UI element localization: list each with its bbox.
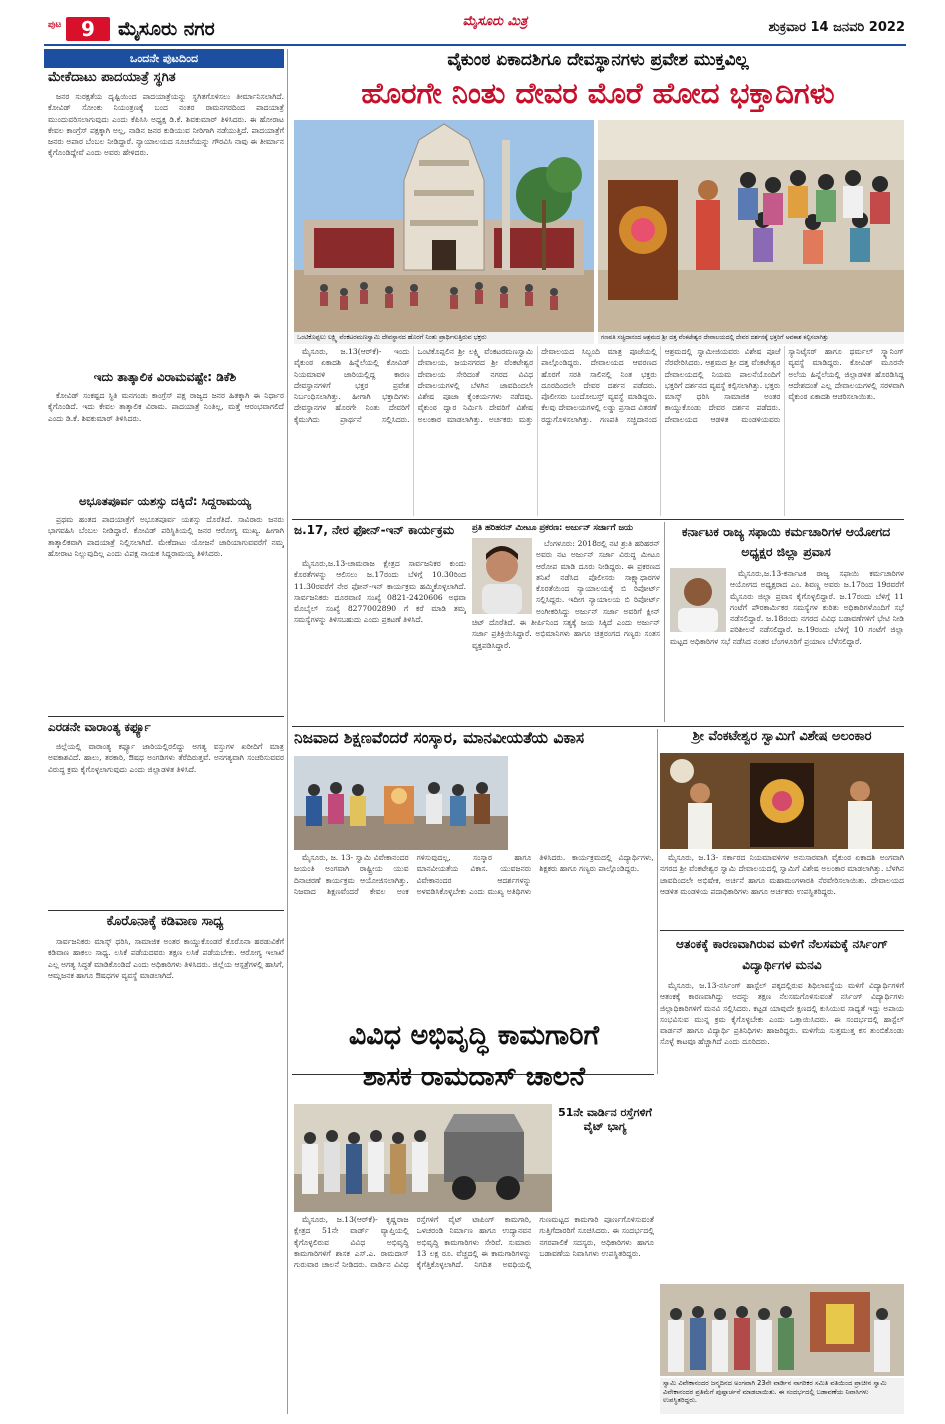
- masthead-rule: [44, 44, 906, 46]
- temple-photo: [294, 120, 594, 332]
- article-siddaramaiah-body: ಪ್ರಥಮ ಹಂತದ ಪಾದಯಾತ್ರೆಗೆ ಅಭೂತಪೂರ್ವ ಯಶಸ್ಸು ದೊರೆತಿದೆ. ಸಾವಿರಾರು ಜನರು ಭಾಗವಹಿಸಿ ಬೆಂಬಲ ನೀಡಿದ್ದಾರೆ. ಕೋವಿಡ್ ಪರಿಸ್ಥಿತಿಯಲ್ಲಿ ಜನರ ಆರೋಗ್ಯ ಮುಖ್ಯ. ಹೀಗಾಗಿ ತಾತ್ಕಾಲಿಕವಾಗಿ ಪಾದಯಾತ್ರೆ ನಿಲ್ಲಿಸಲಾಗಿದೆ. ಮೇಕೆದಾಟು ಯೋಜನೆ ಜಾರಿಯಾಗುವವರೆಗೆ ನಮ್ಮ ಹೋರಾಟ ನಿಲ್ಲುವುದಿಲ್ಲ ಎಂದು ವಿಪಕ್ಷ ನಾಯಕ ಸಿದ್ದರಾಮಯ್ಯ ತಿಳಿಸಿದರು.: [48, 515, 284, 558]
- masthead: [0, 0, 945, 46]
- column-rule: [287, 49, 288, 1414]
- education-photo: [294, 756, 508, 850]
- page-number: 9: [66, 17, 110, 41]
- education-headline: ನಿಜವಾದ ಶಿಕ್ಷಣವೆಂದರೆ ಸಂಸ್ಕಾರ, ಮಾನವೀಯತೆಯ ವಿಕಾಸ: [294, 729, 585, 747]
- education-body: ಮೈಸೂರು, ಜ. 13- ಸ್ವಾಮಿ ವಿವೇಕಾನಂದರ ಜಯಂತಿ ಅಂಗವಾಗಿ ರಾಷ್ಟ್ರೀಯ ಯುವ ದಿನಾಚರಣೆ ಕಾರ್ಯಕ್ರಮ ಆಯೋಜಿಸಲಾಗಿತ್ತು. ನಿಜವಾದ ಶಿಕ್ಷಣವೆಂದರೆ ಕೇವಲ ಅಂಕ ಗಳಿಸುವುದಲ್ಲ, ಸಂಸ್ಕಾರ ಹಾಗೂ ಮಾನವೀಯತೆಯ ವಿಕಾಸ. ಯುವಜನರು ವಿವೇಕಾನಂದರ ಆದರ್ಶಗಳನ್ನು ಅಳವಡಿಸಿಕೊಳ್ಳಬೇಕು ಎಂದು ಮುಖ್ಯ ಅತಿಥಿಗಳು ತಿಳಿಸಿದರು. ಕಾರ್ಯಕ್ರಮದಲ್ಲಿ ವಿದ್ಯಾರ್ಥಿಗಳು, ಶಿಕ್ಷಕರು ಹಾಗೂ ಗಣ್ಯರು ಪಾಲ್ಗೊಂಡಿದ್ದರು.: [294, 853, 654, 896]
- phonein-body: ಮೈಸೂರು,ಜ.13-ಚಾಮರಾಜ ಕ್ಷೇತ್ರದ ಸಾರ್ವಜನಿಕರ ಕುಂದು ಕೊರತೆಗಳನ್ನು ಆಲಿಸಲು ಜ.17ರಂದು ಬೆಳಿಗ್ಗೆ 10.30ರಿಂದ 11.30ರವರೆಗೆ ನೇರ ಫೋನ್-ಇನ್ ಕಾರ್ಯಕ್ರಮ ಹಮ್ಮಿಕೊಳ್ಳಲಾಗಿದೆ. ಸಾರ್ವಜನಿಕರು ದೂರವಾಣಿ ಸಂಖ್ಯೆ 0821-2420606 ಅಥವಾ ಮೊಬೈಲ್ ಸಂಖ್ಯೆ 8277002890 ಗೆ ಕರೆ ಮಾಡಿ ತಮ್ಮ ಸಮಸ್ಯೆಗಳನ್ನು ತಿಳಿಸಬಹುದು ಎಂದು ಪ್ರಕಟಣೆ ತಿಳಿಸಿದೆ.: [294, 559, 466, 625]
- nursing-photo: [660, 1284, 904, 1376]
- lead-body: ಮೈಸೂರು, ಜ.13(ಆರ್‌ಕೆ)- ಇಂದು ವೈಕುಂಠ ಏಕಾದಶಿ ಹಿನ್ನೆಲೆಯಲ್ಲಿ ಕೋವಿಡ್ ನಿಯಮಾವಳಿ ಜಾರಿಯಲ್ಲಿದ್ದ ಕಾರಣ ದೇವಸ್ಥಾನಗಳಿಗೆ ಭಕ್ತರ ಪ್ರವೇಶ ನಿರ್ಬಂಧಿಸಲಾಗಿತ್ತು. ಹೀಗಾಗಿ ಭಕ್ತಾದಿಗಳು ದೇವಸ್ಥಾನಗಳ ಹೊರಗೇ ನಿಂತು ದೇವರಿಗೆ ಕೈಮುಗಿದು ಪ್ರಾರ್ಥನೆ ಸಲ್ಲಿಸಿದರು. ಒಂಟಿಕೊಪ್ಪಲಿನ ಶ್ರೀ ಲಕ್ಷ್ಮಿ ವೆಂಕಟರಮಣಸ್ವಾಮಿ ದೇವಾಲಯ, ಜಯನಗರದ ಶ್ರೀ ವೆಂಕಟೇಶ್ವರ ದೇವಾಲಯ ಸೇರಿದಂತೆ ನಗರದ ವಿವಿಧ ದೇವಾಲಯಗಳಲ್ಲಿ ಬೆಳಗಿನ ಜಾವದಿಂದಲೇ ವಿಶೇಷ ಪೂಜಾ ಕೈಂಕರ್ಯಗಳು ನಡೆದವು. ವೈಕುಂಠ ದ್ವಾರ ನಿರ್ಮಿಸಿ ದೇವರಿಗೆ ವಿಶೇಷ ಅಲಂಕಾರ ಮಾಡಲಾಗಿತ್ತು. ಅರ್ಚಕರು ಮತ್ತು ದೇವಾಲಯದ ಸಿಬ್ಬಂದಿ ಮಾತ್ರ ಪೂಜೆಯಲ್ಲಿ ಪಾಲ್ಗೊಂಡಿದ್ದರು. ದೇವಾಲಯದ ಆವರಣದ ಹೊರಗೆ ಸರತಿ ಸಾಲಿನಲ್ಲಿ ನಿಂತ ಭಕ್ತರು ದೂರದಿಂದಲೇ ದೇವರ ದರ್ಶನ ಪಡೆದರು. ಪೊಲೀಸರು ಬಂದೋಬಸ್ತ್ ವ್ಯವಸ್ಥೆ ಮಾಡಿದ್ದರು. ಕೆಲವು ದೇವಾಲಯಗಳಲ್ಲಿ ಲಡ್ಡು ಪ್ರಸಾದ ವಿತರಣೆ ರದ್ದುಗೊಳಿಸಲಾಗಿತ್ತು. ಗಣಪತಿ ಸಚ್ಚಿದಾನಂದ ಆಶ್ರಮದಲ್ಲಿ ಸ್ವಾಮೀಜಿಯವರು ವಿಶೇಷ ಪೂಜೆ ನೆರವೇರಿಸಿದರು. ಆಶ್ರಮದ ಶ್ರೀ ದತ್ತ ವೆಂಕಟೇಶ್ವರ ದೇವಾಲಯದಲ್ಲಿ ನಿಯಮ ಪಾಲನೆಯೊಂದಿಗೆ ಭಕ್ತರಿಗೆ ದರ್ಶನದ ವ್ಯವಸ್ಥೆ ಕಲ್ಪಿಸಲಾಗಿತ್ತು. ಭಕ್ತರು ಮಾಸ್ಕ್ ಧರಿಸಿ ಸಾಮಾಜಿಕ ಅಂತರ ಕಾಯ್ದುಕೊಂಡು ದೇವರ ದರ್ಶನ ಪಡೆದರು. ದೇವಾಲಯದ ಆಡಳಿತ ಮಂಡಳಿಯವರು ಸ್ಯಾನಿಟೈಸರ್ ಹಾಗೂ ಥರ್ಮಲ್ ಸ್ಕ್ಯಾನಿಂಗ್ ವ್ಯವಸ್ಥೆ ಮಾಡಿದ್ದರು. ಕೋವಿಡ್ ಮೂರನೇ ಅಲೆಯ ಹಿನ್ನೆಲೆಯಲ್ಲಿ ಜಿಲ್ಲಾಡಳಿತ ಹೊರಡಿಸಿದ್ದ ಆದೇಶದಂತೆ ಎಲ್ಲ ದೇವಾಲಯಗಳಲ್ಲಿ ಸರಳವಾಗಿ ವೈಕುಂಠ ಏಕಾದಶಿ ಆಚರಿಸಲಾಯಿತು.: [294, 347, 904, 424]
- article-corona-headline: ಕೊರೊನಾಕ್ಕೆ ಕಡಿವಾಣ ಸಾಧ್ಯ: [106, 914, 224, 929]
- phonein-headline: ಜ.17, ನೇರ ಫೋನ್-ಇನ್ ಕಾರ್ಯಕ್ರಮ: [294, 523, 455, 537]
- article-siddaramaiah-headline: ಅಭೂತಪೂರ್ವ ಯಶಸ್ಸು ದಕ್ಕಿದೆ: ಸಿದ್ದರಾಮಯ್ಯ: [78, 494, 252, 508]
- commission-headline: ಕರ್ನಾಟಕ ರಾಜ್ಯ ಸಫಾಯಿ ಕರ್ಮಚಾರಿಗಳ ಆಯೋಗದ ಅಧ್ಯಕ್ಷರ ಜಿಲ್ಲಾ ಪ್ರವಾಸ: [681, 524, 891, 559]
- article-curfew-body: ಜಿಲ್ಲೆಯಲ್ಲಿ ವಾರಾಂತ್ಯ ಕರ್ಫ್ಯೂ ಜಾರಿಯಲ್ಲಿರಲಿದ್ದು ಅಗತ್ಯ ವಸ್ತುಗಳ ಖರೀದಿಗೆ ಮಾತ್ರ ಅವಕಾಶವಿದೆ. ಹಾಲು, ತರಕಾರಿ, ಔಷಧ ಅಂಗಡಿಗಳು ತೆರೆದಿರುತ್ತವೆ. ಅನಗತ್ಯವಾಗಿ ಸಂಚರಿಸುವವರ ವಿರುದ್ಧ ಕ್ರಮ ಕೈಗೊಳ್ಳಲಾಗುವುದು ಎಂದು ಜಿಲ್ಲಾಡಳಿತ ತಿಳಿಸಿದೆ.: [48, 742, 284, 774]
- divider: [660, 930, 904, 931]
- works-subheadline: 51ನೇ ವಾರ್ಡಿನ ರಸ್ತೆಗಳಿಗೆ ವೈಟ್ ಭಾಗ್ಯ: [558, 1106, 652, 1133]
- article-dkshi-headline: ಇದು ತಾತ್ಕಾಲಿಕ ವಿರಾಮವಷ್ಟೇ: ಡಿಕೆಶಿ: [93, 370, 237, 384]
- page-label: ಪುಟ: [48, 20, 62, 30]
- venkatesh-photo: [660, 753, 904, 849]
- lead-kicker: ವೈಕುಂಠ ಏಕಾದಶಿಗೂ ದೇವಸ್ಥಾನಗಳು ಪ್ರವೇಶ ಮುಕ್ತವಿಲ್ಲ: [447, 50, 749, 70]
- column-rule: [657, 729, 658, 1074]
- nursing-body: ಮೈಸೂರು, ಜ.13-ನರ್ಸಿಂಗ್ ಹಾಸ್ಟೆಲ್ ಪಕ್ಕದಲ್ಲಿರುವ ಶಿಥಿಲಾವಸ್ಥೆಯ ಮಳಿಗೆ ವಿದ್ಯಾರ್ಥಿಗಳಿಗೆ ಆತಂಕಕ್ಕೆ ಕಾರಣವಾಗಿದ್ದು ಅದನ್ನು ತಕ್ಷಣ ನೆಲಸಮಗೊಳಿಸುವಂತೆ ನರ್ಸಿಂಗ್ ವಿದ್ಯಾರ್ಥಿಗಳು ಜಿಲ್ಲಾಧಿಕಾರಿಗಳಿಗೆ ಮನವಿ ಸಲ್ಲಿಸಿದರು. ಕಟ್ಟಡ ಯಾವುದೇ ಕ್ಷಣದಲ್ಲಿ ಕುಸಿಯುವ ಸಾಧ್ಯತೆ ಇದ್ದು ಅಪಾಯ ಸಂಭವಿಸುವ ಮುನ್ನ ಕ್ರಮ ಕೈಗೊಳ್ಳಬೇಕು ಎಂದು ಒತ್ತಾಯಿಸಿದರು. ಈ ಸಂದರ್ಭದಲ್ಲಿ ಹಾಸ್ಟೆಲ್ ವಾರ್ಡನ್ ಹಾಗೂ ವಿದ್ಯಾರ್ಥಿ ಪ್ರತಿನಿಧಿಗಳು ಹಾಜರಿದ್ದರು. ಮಳಿಗೆಯ ಸುತ್ತಮುತ್ತ ಕಸ ತುಂಬಿಕೊಂಡು ಸೊಳ್ಳೆ ಕಾಟವೂ ಹೆಚ್ಚಾಗಿದೆ ಎಂದು ದೂರಿದರು.: [660, 981, 904, 1047]
- section-title: ಮೈಸೂರು ನಗರ: [118, 18, 215, 40]
- temple-photo-caption: ಒಂಟಿಕೊಪ್ಪಲು ಲಕ್ಷ್ಮಿ ವೆಂಕಟರಮಣಸ್ವಾಮಿ ದೇವಸ್ಥಾನದ ಹೊರಗೆ ನಿಂತು ಪ್ರಾರ್ಥಿಸುತ್ತಿರುವ ಭಕ್ತರು: [294, 332, 594, 344]
- article-makedatu-headline: ಮೇಕೆದಾಟು ಪಾದಯಾತ್ರೆ ಸ್ಥಗಿತ: [48, 70, 176, 85]
- divider: [48, 910, 284, 911]
- lead-headline: ಹೊರಗೇ ನಿಂತು ದೇವರ ಮೊರೆ ಹೋದ ಭಕ್ತಾದಿಗಳು: [361, 76, 835, 110]
- issue-date: ಶುಕ್ರವಾರ 14 ಜನವರಿ 2022: [768, 20, 905, 35]
- commission-body: ಮೈಸೂರು,ಜ.13-ಕರ್ನಾಟಕ ರಾಜ್ಯ ಸಫಾಯಿ ಕರ್ಮಚಾರಿಗಳ ಆಯೋಗದ ಅಧ್ಯಕ್ಷರಾದ ಎಂ. ಶಿವಣ್ಣ ಅವರು ಜ.17ರಿಂದ 19ರವರೆಗೆ ಮೈಸೂರು ಜಿಲ್ಲಾ ಪ್ರವಾಸ ಕೈಗೊಳ್ಳಲಿದ್ದಾರೆ. ಜ.17ರಂದು ಬೆಳಿಗ್ಗೆ 11 ಗಂಟೆಗೆ ಪೌರಕಾರ್ಮಿಕರ ಸಮಸ್ಯೆಗಳ ಕುರಿತು ಅಧಿಕಾರಿಗಳೊಂದಿಗೆ ಸಭೆ ನಡೆಸಲಿದ್ದಾರೆ. ಜ.18ರಂದು ನಗರದ ವಿವಿಧ ಬಡಾವಣೆಗಳಿಗೆ ಭೇಟಿ ನೀಡಿ ಪರಿಶೀಲನೆ ನಡೆಸಲಿದ್ದಾರೆ. ಜ.19ರಂದು ಬೆಳಿಗ್ಗೆ 10 ಗಂಟೆಗೆ ಜಿಲ್ಲಾ ಮಟ್ಟದ ಅಧಿಕಾರಿಗಳ ಸಭೆ ನಡೆಸಿದ ನಂತರ ಬೆಂಗಳೂರಿಗೆ ಪ್ರಯಾಣ ಬೆಳೆಸಲಿದ್ದಾರೆ.: [670, 569, 904, 646]
- venkatesh-body: ಮೈಸೂರು, ಜ.13- ಸರ್ಕಾರದ ನಿಯಮಾವಳಿಗಳ ಅನುಸಾರವಾಗಿ ವೈಕುಂಠ ಏಕಾದಶಿ ಅಂಗವಾಗಿ ನಗರದ ಶ್ರೀ ವೆಂಕಟೇಶ್ವರ ಸ್ವಾಮಿ ದೇವಾಲಯದಲ್ಲಿ ಸ್ವಾಮಿಗೆ ವಿಶೇಷ ಅಲಂಕಾರ ಮಾಡಲಾಗಿತ್ತು. ಬೆಳಗಿನ ಜಾವದಿಂದಲೇ ಅಭಿಷೇಕ, ಅರ್ಚನೆ ಹಾಗೂ ಮಹಾಮಂಗಳಾರತಿ ನೆರವೇರಿಸಲಾಯಿತು. ದೇವಾಲಯದ ಆಡಳಿತ ಮಂಡಳಿಯ ಪದಾಧಿಕಾರಿಗಳು ಹಾಗೂ ಅರ್ಚಕರು ಉಪಸ್ಥಿತರಿದ್ದರು.: [660, 853, 904, 896]
- works-photo: [294, 1104, 552, 1212]
- arjun-body: ಬೆಂಗಳೂರು: 2018ರಲ್ಲಿ ನಟಿ ಶ್ರುತಿ ಹರಿಹರನ್ ಅವರು ನಟ ಅರ್ಜುನ್ ಸರ್ಜಾ ವಿರುದ್ಧ ಮೀಟೂ ಆರೋಪ ಮಾಡಿ ದೂರು ನೀಡಿದ್ದರು. ಈ ಪ್ರಕರಣದ ತನಿಖೆ ನಡೆಸಿದ ಪೊಲೀಸರು ಸಾಕ್ಷ್ಯಾಧಾರಗಳ ಕೊರತೆಯಿಂದ ನ್ಯಾಯಾಲಯಕ್ಕೆ ಬಿ ರಿಪೋರ್ಟ್ ಸಲ್ಲಿಸಿದ್ದರು. ಇದೀಗ ನ್ಯಾಯಾಲಯ ಬಿ ರಿಪೋರ್ಟ್ ಅಂಗೀಕರಿಸಿದ್ದು ಅರ್ಜುನ್ ಸರ್ಜಾ ಅವರಿಗೆ ಕ್ಲೀನ್ ಚಿಟ್ ದೊರೆತಿದೆ. ಈ ತೀರ್ಪಿನಿಂದ ಸತ್ಯಕ್ಕೆ ಜಯ ಸಿಕ್ಕಿದೆ ಎಂದು ಅರ್ಜುನ್ ಸರ್ಜಾ ಪ್ರತಿಕ್ರಿಯಿಸಿದ್ದಾರೆ. ಅಭಿಮಾನಿಗಳು ಹಾಗೂ ಚಿತ್ರರಂಗದ ಗಣ್ಯರು ಸಂತಸ ವ್ಯಕ್ತಪಡಿಸಿದ್ದಾರೆ.: [472, 539, 660, 650]
- nursing-photo-caption: ಸ್ವಾಮಿ ವಿವೇಕಾನಂದರ ಜನ್ಮದಿನದ ಅಂಗವಾಗಿ 23ನೇ ವಾರ್ಡಿನ ನಾಗರಿಕರ ಸಮಿತಿ ವತಿಯಿಂದ ಪ್ರಾಚೀನ ಸ್ವಾಮಿ ವಿವೇಕಾನಂದರ ಪ್ರತಿಮೆಗೆ ಪುಷ್ಪಾರ್ಚನೆ ಮಾಡಲಾಯಿತು. ಈ ಸಂದರ್ಭದಲ್ಲಿ ಬಡಾವಣೆಯ ನಿವಾಸಿಗಳು ಉಪಸ್ಥಿತರಿದ್ದರು.: [660, 1378, 904, 1414]
- article-dkshi-body: ಕೋವಿಡ್ ಸಂಕಷ್ಟದ ಸ್ಥಿತಿ ಮನಗಂಡು ಕಾಂಗ್ರೆಸ್ ಪಕ್ಷ ರಾಜ್ಯದ ಜನರ ಹಿತಕ್ಕಾಗಿ ಈ ನಿರ್ಧಾರ ಕೈಗೊಂಡಿದೆ. ಇದು ಕೇವಲ ತಾತ್ಕಾಲಿಕ ವಿರಾಮ. ಪಾದಯಾತ್ರೆ ನಿಂತಿಲ್ಲ, ಮತ್ತೆ ಆರಂಭವಾಗಲಿದೆ ಎಂದು ಡಿ.ಕೆ. ಶಿವಕುಮಾರ್ ತಿಳಿಸಿದರು.: [48, 391, 284, 423]
- works-headline-line2: ಶಾಸಕ ರಾಮದಾಸ್ ಚಾಲನೆ: [362, 1062, 586, 1092]
- article-makedatu-body: ಜನರ ಸುರಕ್ಷತೆಯ ದೃಷ್ಟಿಯಿಂದ ಪಾದಯಾತ್ರೆಯನ್ನು ಸ್ಥಗಿತಗೊಳಿಸಲು ತೀರ್ಮಾನಿಸಲಾಗಿದೆ. ಕೋವಿಡ್ ಸೋಂಕು ನಿಯಂತ್ರಣಕ್ಕೆ ಬಂದ ನಂತರ ರಾಮನಗರದಿಂದ ಪಾದಯಾತ್ರೆ ಮುಂದುವರಿಸಲಾಗುವುದು ಎಂದು ಕೆಪಿಸಿಸಿ ಅಧ್ಯಕ್ಷ ಡಿ.ಕೆ. ಶಿವಕುಮಾರ್ ತಿಳಿಸಿದರು. ಈ ಹೋರಾಟ ಕೇವಲ ಕಾಂಗ್ರೆಸ್ ಪಕ್ಷಕ್ಕಾಗಿ ಅಲ್ಲ, ನಾಡಿನ ಜನರ ಕುಡಿಯುವ ನೀರಿಗಾಗಿ ನಡೆಯುತ್ತಿದೆ. ಪಾದಯಾತ್ರೆಗೆ ಜನರು ಅಪಾರ ಬೆಂಬಲ ನೀಡಿದ್ದಾರೆ. ನ್ಯಾಯಾಲಯದ ಸೂಚನೆಯನ್ನು ಗೌರವಿಸಿ ನಾವು ಈ ತೀರ್ಮಾನ ಕೈಗೊಂಡಿದ್ದೇವೆ ಎಂದು ಅವರು ಹೇಳಿದರು.: [48, 92, 284, 158]
- continuation-banner: ಒಂದನೇ ಪುಟದಿಂದ: [44, 49, 284, 68]
- works-body: ಮೈಸೂರು, ಜ.13(ಆರ್‌ಕೆ)- ಕೃಷ್ಣರಾಜ ಕ್ಷೇತ್ರದ 51ನೇ ವಾರ್ಡ್ ವ್ಯಾಪ್ತಿಯಲ್ಲಿ ಕೈಗೊಳ್ಳಲಿರುವ ವಿವಿಧ ಅಭಿವೃದ್ಧಿ ಕಾಮಗಾರಿಗಳಿಗೆ ಶಾಸಕ ಎಸ್.ಎ. ರಾಮದಾಸ್ ಗುರುವಾರ ಚಾಲನೆ ನೀಡಿದರು. ವಾರ್ಡಿನ ವಿವಿಧ ರಸ್ತೆಗಳಿಗೆ ವೈಟ್ ಟಾಪಿಂಗ್ ಕಾಮಗಾರಿ, ಒಳಚರಂಡಿ ನಿರ್ಮಾಣ ಹಾಗೂ ಉದ್ಯಾನವನ ಅಭಿವೃದ್ಧಿ ಕಾಮಗಾರಿಗಳು ಸೇರಿವೆ. ಸುಮಾರು 13 ಲಕ್ಷ ರೂ. ವೆಚ್ಚದಲ್ಲಿ ಈ ಕಾಮಗಾರಿಗಳನ್ನು ಕೈಗೆತ್ತಿಕೊಳ್ಳಲಾಗಿದೆ. ನಿಗದಿತ ಅವಧಿಯಲ್ಲಿ ಗುಣಮಟ್ಟದ ಕಾಮಗಾರಿ ಪೂರ್ಣಗೊಳಿಸುವಂತೆ ಗುತ್ತಿಗೆದಾರರಿಗೆ ಸೂಚಿಸಿದರು. ಈ ಸಂದರ್ಭದಲ್ಲಿ ನಗರಪಾಲಿಕೆ ಸದಸ್ಯರು, ಅಧಿಕಾರಿಗಳು ಹಾಗೂ ಬಡಾವಣೆಯ ನಿವಾಸಿಗಳು ಉಪಸ್ಥಿತರಿದ್ದರು.: [294, 1215, 654, 1270]
- article-corona-body: ಸಾರ್ವಜನಿಕರು ಮಾಸ್ಕ್ ಧರಿಸಿ, ಸಾಮಾಜಿಕ ಅಂತರ ಕಾಯ್ದುಕೊಂಡರೆ ಕೊರೊನಾ ಹರಡುವಿಕೆಗೆ ಕಡಿವಾಣ ಹಾಕಲು ಸಾಧ್ಯ. ಲಸಿಕೆ ಪಡೆಯದವರು ತಕ್ಷಣ ಲಸಿಕೆ ಪಡೆಯಬೇಕು. ಆರೋಗ್ಯ ಇಲಾಖೆ ಎಲ್ಲ ಅಗತ್ಯ ಸಿದ್ಧತೆ ಮಾಡಿಕೊಂಡಿದೆ ಎಂದು ಅಧಿಕಾರಿಗಳು ತಿಳಿಸಿದರು. ಜಿಲ್ಲೆಯ ಆಸ್ಪತ್ರೆಗಳಲ್ಲಿ ಹಾಸಿಗೆ, ಆಮ್ಲಜನಕ ಹಾಗೂ ಔಷಧಗಳ ವ್ಯವಸ್ಥೆ ಮಾಡಲಾಗಿದೆ.: [48, 937, 284, 980]
- arjun-headline: ಪ್ರತಿ ಹರಿಹರನ್ ಮೀಟೂ ಪ್ರಕರಣ: ಅರ್ಜುನ್ ಸರ್ಜಾಗೆ ಜಯ: [472, 522, 633, 532]
- divider: [48, 716, 284, 717]
- venkatesh-headline: ಶ್ರೀ ವೆಂಕಟೇಶ್ವರ ಸ್ವಾಮಿಗೆ ವಿಶೇಷ ಅಲಂಕಾರ: [692, 729, 872, 744]
- article-curfew-headline: ಎರಡನೇ ವಾರಾಂತ್ಯ ಕರ್ಫ್ಯೂ: [48, 720, 151, 734]
- divider: [292, 726, 904, 727]
- devotees-photo-caption: ಗಣಪತಿ ಸಚ್ಚಿದಾನಂದ ಆಶ್ರಮದ ಶ್ರೀ ದತ್ತ ವೆಂಕಟೇಶ್ವರ ದೇವಾಲಯದಲ್ಲಿ ದೇವರ ದರ್ಶನಕ್ಕೆ ಭಕ್ತರಿಗೆ ಅವಕಾಶ ಕಲ್ಪಿಸಲಾಗಿತ್ತು: [598, 332, 904, 344]
- devotees-photo: [598, 120, 904, 332]
- works-headline-line1: ವಿವಿಧ ಅಭಿವೃದ್ಧಿ ಕಾಮಗಾರಿಗೆ: [348, 1020, 600, 1051]
- nursing-headline: ಆತಂಕಕ್ಕೆ ಕಾರಣವಾಗಿರುವ ಮಳಿಗೆ ನೆಲಸಮಕ್ಕೆ ನರ್ಸಿಂಗ್ ವಿದ್ಯಾರ್ಥಿಗಳ ಮನವಿ: [675, 937, 889, 972]
- column-rule: [664, 522, 665, 722]
- paper-name: ಮೈಸೂರು ಮಿತ್ರ: [462, 14, 528, 29]
- divider: [292, 519, 904, 520]
